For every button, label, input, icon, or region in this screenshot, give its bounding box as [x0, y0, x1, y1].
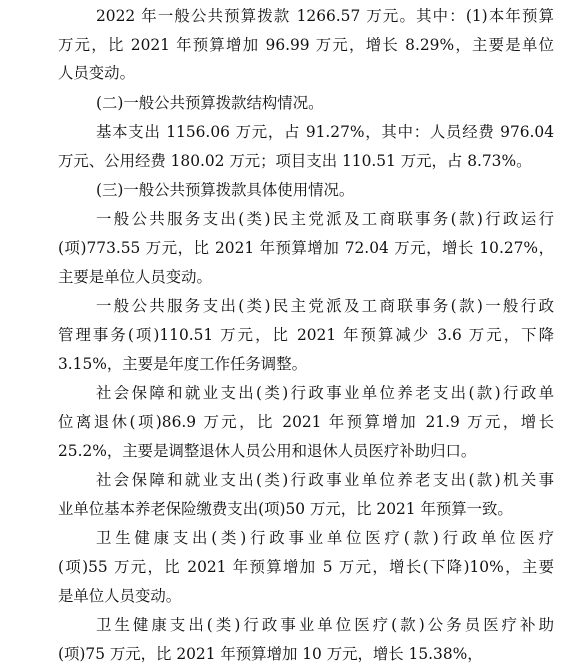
text-line-21: 是单位人员变动。: [58, 587, 182, 605]
text-line-6: 万元、公用经费 180.02 万元；项目支出 110.51 万元，占 8.73%。: [58, 152, 532, 170]
text-line-11: 一般公共服务支出(类)民主党派及工商联事务(款)一般行政: [96, 297, 554, 315]
text-line-9: (项)773.55 万元，比 2021 年预算增加 72.04 万元，增长 10.27%，: [58, 239, 554, 257]
text-line-23: (项)75 万元，比 2021 年预算增加 10 万元，增长 15.38%，: [58, 645, 483, 663]
text-line-10: 主要是单位人员变动。: [58, 268, 212, 286]
text-line-2: 万元，比 2021 年预算增加 96.99 万元，增长 8.29%，主要是单位: [58, 36, 554, 54]
text-line-13: 3.15%，主要是年度工作任务调整。: [58, 355, 307, 373]
text-line-20: (项)55 万元，比 2021 年预算增加 5 万元，增长(下降)10%，主要: [58, 558, 554, 576]
text-line-19: 卫生健康支出(类)行政事业单位医疗(款)行政单位医疗: [96, 529, 554, 547]
text-line-16: 25.2%，主要是调整退休人员公用和退休人员医疗补助归口。: [58, 442, 477, 460]
section-heading-3: (三)一般公共预算拨款具体使用情况。: [96, 181, 355, 199]
text-line-18: 业单位基本养老保险缴费支出(项)50 万元，比 2021 年预算一致。: [58, 500, 513, 518]
text-line-14: 社会保障和就业支出(类)行政事业单位养老支出(款)行政单: [96, 384, 554, 402]
text-line-5: 基本支出 1156.06 万元，占 91.27%，其中：人员经费 976.04: [96, 123, 554, 141]
text-line-12: 管理事务(项)110.51 万元，比 2021 年预算减少 3.6 万元，下降: [58, 326, 554, 344]
text-line-22: 卫生健康支出(类)行政事业单位医疗(款)公务员医疗补助: [96, 616, 554, 634]
text-line-8: 一般公共服务支出(类)民主党派及工商联事务(款)行政运行: [96, 210, 554, 228]
text-line-15: 位离退休(项)86.9 万元，比 2021 年预算增加 21.9 万元，增长: [58, 413, 554, 431]
text-line-3: 人员变动。: [58, 64, 135, 82]
section-heading-2: (二)一般公共预算拨款结构情况。: [96, 94, 324, 112]
text-line-1: 2022 年一般公共预算拨款 1266.57 万元。其中：(1)本年预算: [96, 7, 554, 25]
text-line-17: 社会保障和就业支出(类)行政事业单位养老支出(款)机关事: [96, 471, 554, 489]
